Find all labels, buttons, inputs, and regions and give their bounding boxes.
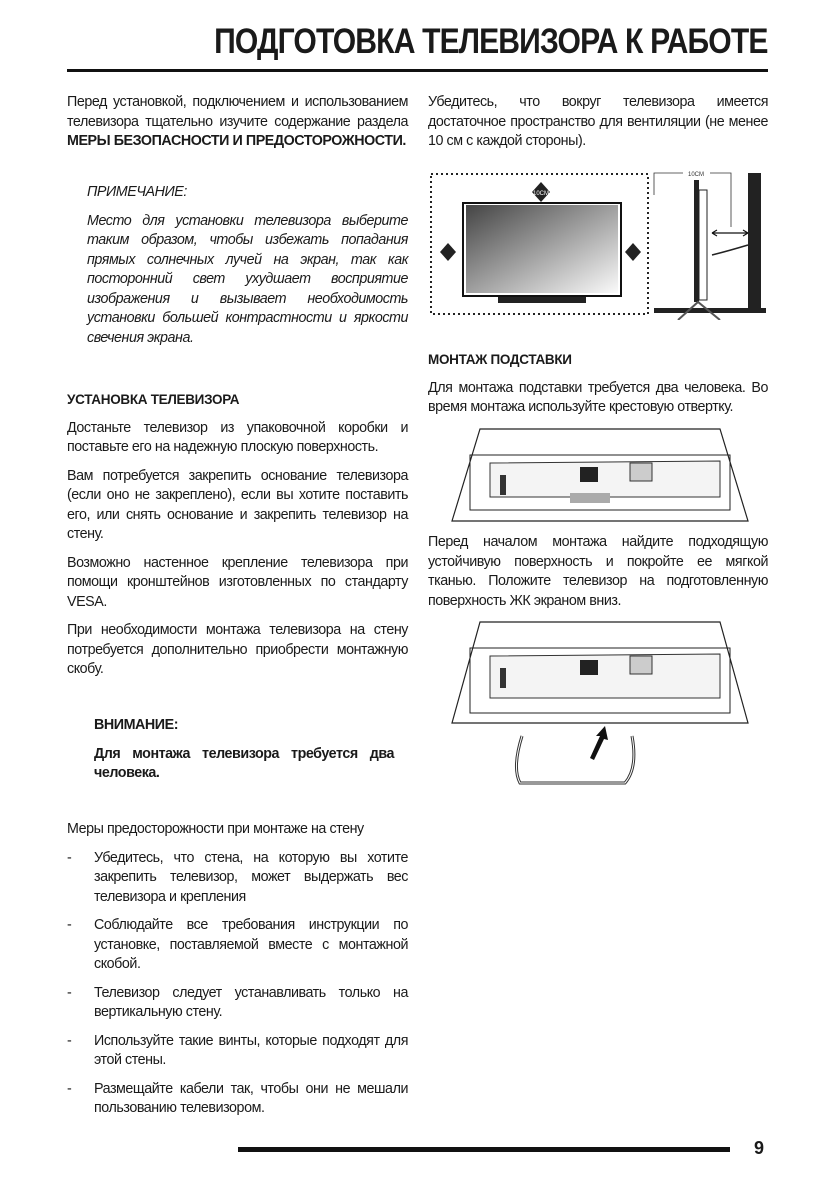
dash: - bbox=[67, 849, 72, 866]
intro-text: Перед установкой, подключением и использованием телевизора тщательно изучите содержание раздела bbox=[67, 94, 408, 130]
page-number: 9 bbox=[754, 1138, 765, 1158]
install-paragraph: Вам потребуется закрепить основание телевизора (если оно не закреплено), если вы хотите поставить его, или снять основание и закрепить телевизор на стену. bbox=[67, 467, 408, 542]
stand-text: Для монтажа подставки требуется два человека. Во время монтажа используйте крестовую отвертку. bbox=[428, 379, 768, 415]
warning-text: Для монтажа телевизора требуется два человека. bbox=[94, 745, 394, 781]
intro-bold: МЕРЫ БЕЗОПАСНОСТИ И ПРЕДОСТОРОЖНОСТИ. bbox=[67, 133, 406, 149]
warning-block bbox=[67, 716, 394, 793]
ventilation-text: Убедитесь, что вокруг телевизора имеется достаточное пространство для вентиляции (не менее 10 см с каждой стороны). bbox=[428, 94, 768, 149]
install-paragraph: При необходимости монтажа телевизора на стену потребуется дополнительно приобрести монтажную скобу. bbox=[67, 622, 408, 677]
wall-heading: Меры предосторожности при монтаже на стену bbox=[67, 821, 364, 837]
list-item-text: Соблюдайте все требования инструкции по установке, поставляемой вместе с монтажной скобой. bbox=[94, 917, 408, 972]
dash: - bbox=[67, 1032, 72, 1049]
surface-section bbox=[428, 533, 768, 620]
header-rule bbox=[67, 69, 768, 72]
tv-back-illustration bbox=[450, 425, 750, 525]
install-heading: УСТАНОВКА ТЕЛЕВИЗОРА bbox=[67, 392, 240, 407]
intro-section bbox=[67, 93, 408, 161]
list-item bbox=[67, 984, 408, 1023]
footer-rule bbox=[238, 1147, 730, 1152]
install-paragraph: Возможно настенное крепление телевизора при помощи кронштейнов изготовленных по стандарту VESA. bbox=[67, 554, 408, 610]
note-text: Место для установки телевизора выберите таким образом, чтобы избежать попадания прямых солнечных лучей на экран, так как посторонний свет ухудшает восприятие изображения и вызывает необходимость установки большей контрастности и яркости свечения экрана. bbox=[87, 212, 408, 346]
list-item-text: Убедитесь, что стена, на которую вы хотите закрепить телевизор, может выдержать вес телевизора и крепления bbox=[94, 849, 408, 905]
list-item bbox=[67, 849, 408, 908]
stand-mount-illustration bbox=[450, 618, 750, 793]
dash: - bbox=[67, 1080, 72, 1097]
arrow-up-icon bbox=[590, 726, 608, 760]
surface-text: Перед началом монтажа найдите подходящую устойчивую поверхность и покройте ее мягкой тканью. Положите телевизор на подготовленную поверхность ЖК экраном вниз. bbox=[428, 534, 768, 609]
wall-list bbox=[67, 849, 408, 1119]
side-clearance-label: 10CM bbox=[687, 172, 705, 178]
list-item bbox=[67, 1032, 408, 1071]
list-item-text: Используйте такие винты, которые подходят для этой стены. bbox=[94, 1032, 408, 1068]
list-item bbox=[67, 916, 408, 975]
note-block bbox=[67, 183, 408, 357]
svg-text:10CM: 10CM bbox=[532, 191, 550, 197]
stand-section bbox=[428, 350, 768, 427]
page-title: ПОДГОТОВКА ТЕЛЕВИЗОРА К РАБОТЕ bbox=[214, 22, 768, 61]
install-paragraph: Достаньте телевизор из упаковочной коробки и поставьте его на надежную плоскую поверхность. bbox=[67, 419, 408, 455]
ventilation-diagram bbox=[428, 165, 778, 320]
stand-heading: МОНТАЖ ПОДСТАВКИ bbox=[428, 352, 572, 367]
ventilation-section bbox=[428, 93, 768, 161]
clearance-arrow-right bbox=[625, 243, 641, 261]
wall-section bbox=[67, 820, 408, 1128]
clearance-arrow-left bbox=[440, 243, 456, 261]
clearance-arrow-top bbox=[532, 182, 550, 202]
note-label: ПРИМЕЧАНИЕ: bbox=[87, 184, 187, 200]
list-item-text: Размещайте кабели так, чтобы они не мешали пользованию телевизором. bbox=[94, 1080, 408, 1116]
list-item bbox=[67, 1080, 408, 1119]
warning-label: ВНИМАНИЕ: bbox=[94, 717, 179, 733]
dash: - bbox=[67, 917, 72, 933]
install-section bbox=[67, 390, 408, 689]
list-item-text: Телевизор следует устанавливать только на вертикальную стену. bbox=[94, 984, 408, 1020]
dash: - bbox=[67, 984, 72, 1001]
